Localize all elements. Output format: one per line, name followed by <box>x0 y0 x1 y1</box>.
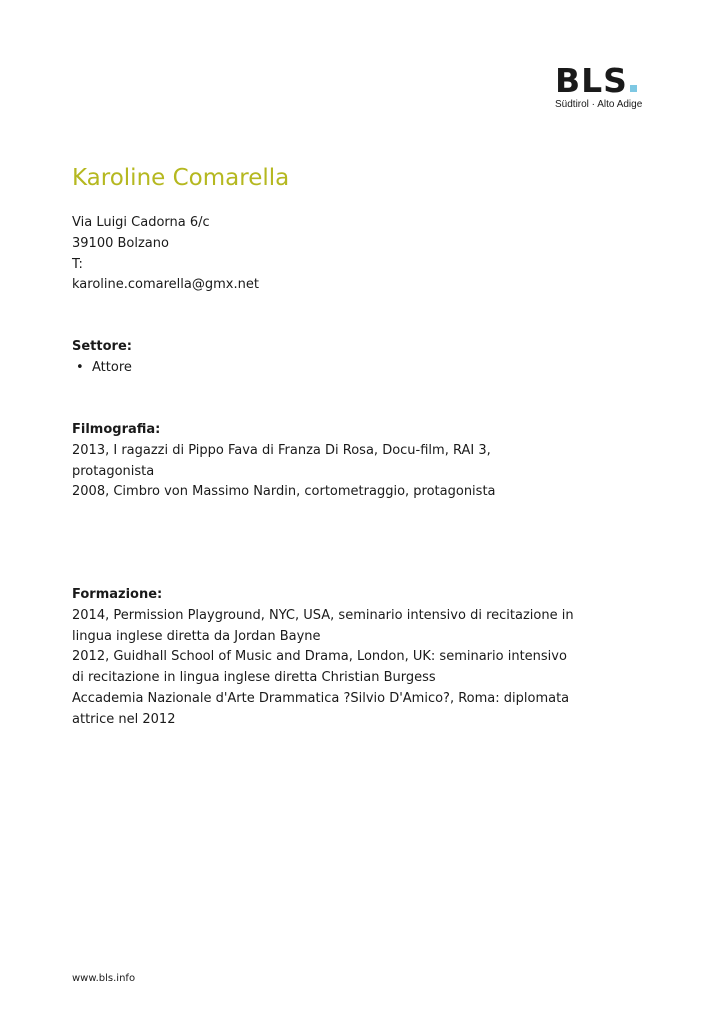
contact-street: Via Luigi Cadorna 6/c <box>72 215 210 230</box>
formazione-heading: Formazione: <box>72 587 163 602</box>
formazione-section <box>72 585 574 731</box>
formazione-line: 2014, Permission Playground, NYC, USA, seminario intensivo di recitazione in <box>72 607 574 623</box>
contact-phone: T: <box>72 256 83 272</box>
footer-url: www.bls.info <box>72 973 136 984</box>
person-name: Karoline Comarella <box>72 165 290 191</box>
list-item: • Attore <box>72 358 132 379</box>
filmografia-heading: Filmografia: <box>72 422 161 437</box>
contact-city: 39100 Bolzano <box>72 235 169 251</box>
filmografia-section <box>72 420 496 503</box>
formazione-line: attrice nel 2012 <box>72 711 176 727</box>
settore-list <box>72 358 132 379</box>
settore-heading: Settore: <box>72 339 132 354</box>
formazione-line: Accademia Nazionale d'Arte Drammatica ?Silvio D'Amico?, Roma: diplomata <box>72 690 570 706</box>
formazione-line: 2012, Guidhall School of Music and Drama, London, UK: seminario intensivo <box>72 649 567 665</box>
formazione-line: di recitazione in lingua inglese diretta Christian Burgess <box>72 670 436 686</box>
contact-block <box>72 213 259 296</box>
bullet-icon: • <box>76 359 84 375</box>
filmografia-line: 2008, Cimbro von Massimo Nardin, cortometraggio, protagonista <box>72 484 496 500</box>
contact-email: karoline.comarella@gmx.net <box>72 277 259 293</box>
settore-section <box>72 337 132 379</box>
bls-logo <box>555 61 645 116</box>
filmografia-line: protagonista <box>72 463 155 479</box>
logo-mark: BLS <box>555 64 645 98</box>
logo-dot-icon <box>630 85 637 92</box>
logo-subtitle: Südtirol · Alto Adige <box>555 99 643 110</box>
formazione-line: lingua inglese diretta da Jordan Bayne <box>72 628 321 644</box>
filmografia-line: 2013, I ragazzi di Pippo Fava di Franza Di Rosa, Docu-film, RAI 3, <box>72 442 491 458</box>
